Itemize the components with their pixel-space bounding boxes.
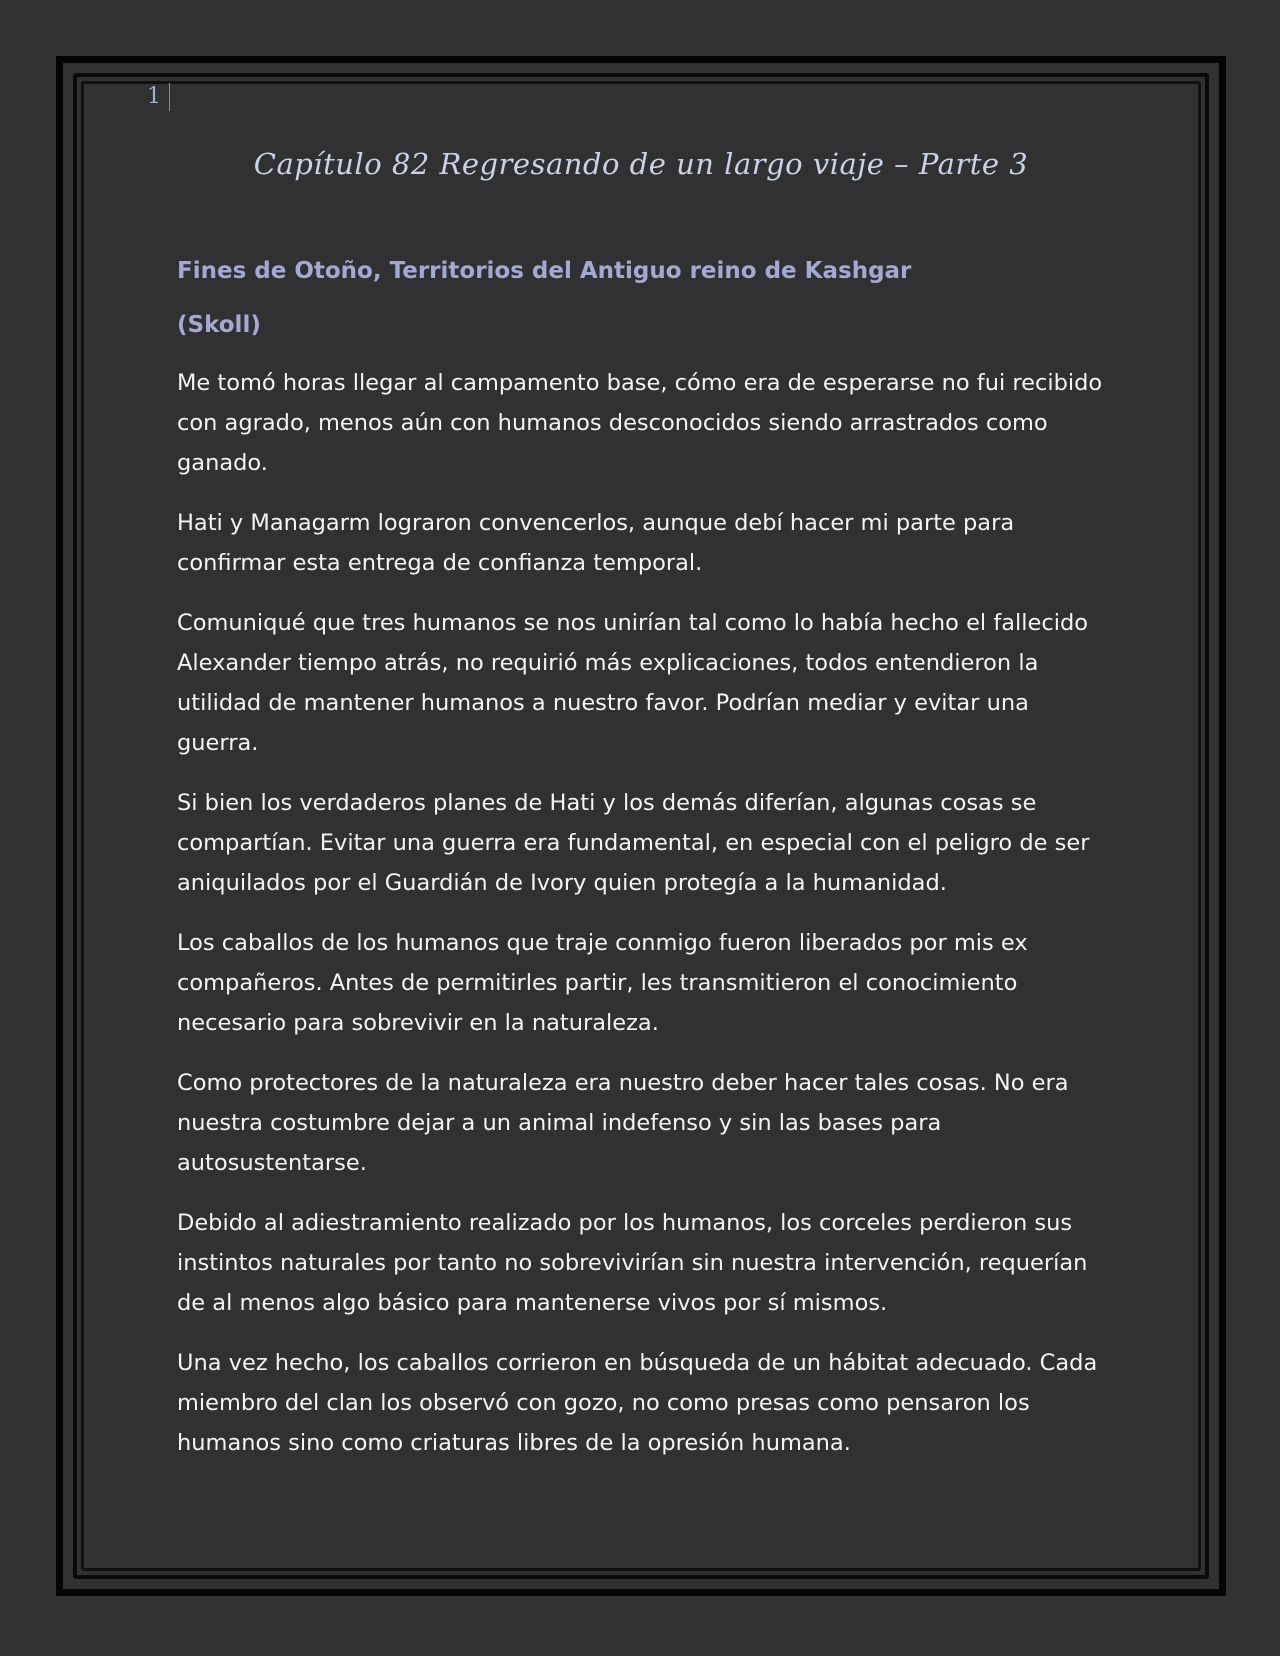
paragraph: Una vez hecho, los caballos corrieron en búsqueda de un hábitat adecuado. Cada miembro del clan los observó con gozo, no como presas como pensaron los humanos sino como criaturas libres de la opresión humana. — [177, 1350, 1098, 1456]
paragraph: Como protectores de la naturaleza era nuestro deber hacer tales cosas. No era nuestra costumbre dejar a un animal indefenso y sin las bases para autosustentarse. — [177, 1070, 1069, 1176]
location-heading: Fines de Otoño, Territorios del Antiguo reino de Kashgar — [177, 258, 912, 284]
paragraph: Hati y Managarm lograron convencerlos, aunque debí hacer mi parte para confirmar esta entrega de confianza temporal. — [177, 510, 1015, 576]
page-number: 1 — [147, 83, 170, 111]
paragraph: Me tomó horas llegar al campamento base, cómo era de esperarse no fui recibido con agrado, menos aún con humanos desconocidos siendo arrastrados como ganado. — [177, 370, 1103, 476]
chapter-body — [177, 255, 1107, 1483]
narrator-heading: (Skoll) — [177, 312, 261, 338]
chapter-title: Capítulo 82 Regresando de un largo viaje – Parte 3 — [253, 147, 1029, 181]
page-frame — [56, 56, 1226, 1596]
paragraph: Debido al adiestramiento realizado por los humanos, los corceles perdieron sus instintos naturales por tanto no sobrevivirían sin nuestra intervención, requerían de al menos algo básico para mantenerse vivos por sí mismos. — [177, 1210, 1088, 1316]
paragraph: Los caballos de los humanos que traje conmigo fueron liberados por mis ex compañeros. Antes de permitirles partir, les transmitieron el conocimiento necesario para sobrevivir en la naturaleza. — [177, 930, 1028, 1036]
paragraph: Comuniqué que tres humanos se nos unirían tal como lo había hecho el fallecido Alexander tiempo atrás, no requirió más explicaciones, todos entendieron la utilidad de mantener humanos a nuestro favor. Podrían mediar y evitar una guerra. — [177, 610, 1089, 756]
paragraph: Si bien los verdaderos planes de Hati y los demás diferían, algunas cosas se compartían. Evitar una guerra era fundamental, en especial con el peligro de ser aniquilados por el Guardián de Ivory quien protegía a la humanidad. — [177, 790, 1090, 896]
